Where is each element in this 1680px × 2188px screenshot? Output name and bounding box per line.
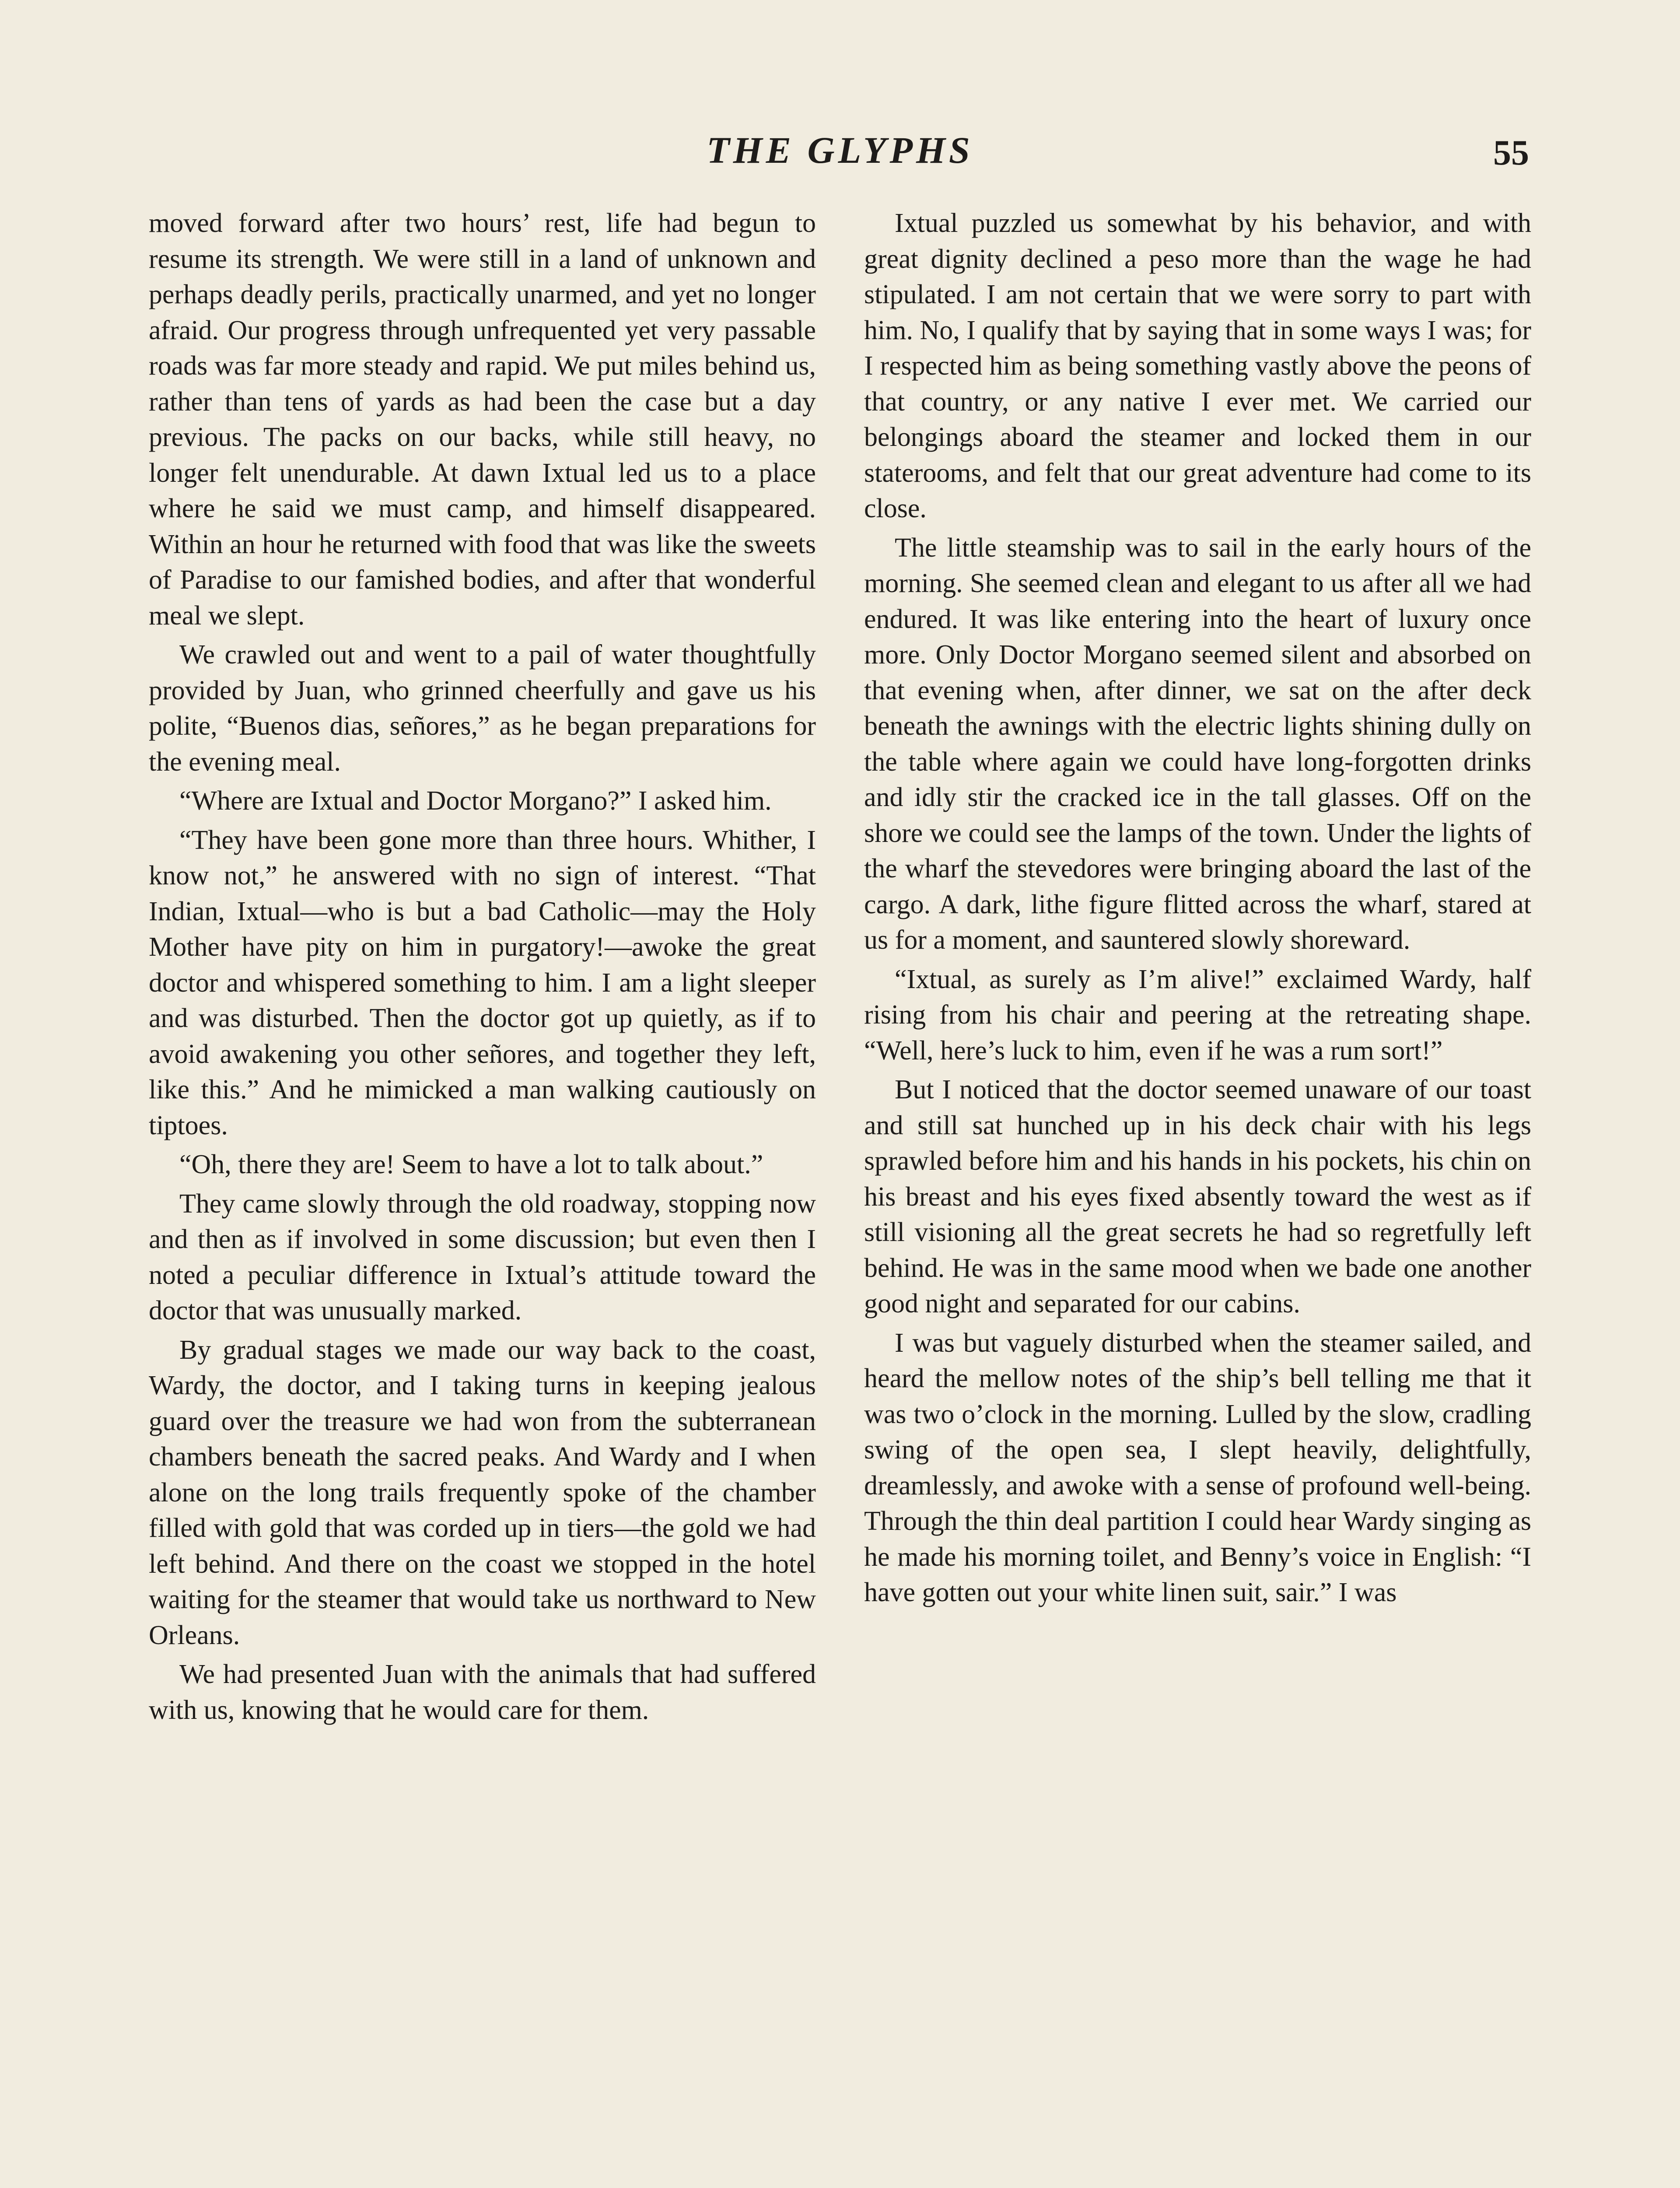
paragraph: By gradual stages we made our way back to the coast, Wardy, the doctor, and I taking turns in keeping jealous guard over the treasure we had won from the subterranean chambers beneath the sacred peaks. And Wardy and I when alone on the long trails frequently spoke of the chamber filled with gold that was corded up in tiers—the gold we had left behind. And there on the coast we stopped in the hotel waiting for the steamer that would take us northward to New Orleans.: [149, 1335, 816, 1650]
paragraph: “They have been gone more than three hours. Whither, I know not,” he answered with no sign of interest. “That Indian, Ixtual—who is but a bad Catholic—may the Holy Mother have pity on him in purgatory!—awoke the great doctor and whispered something to him. I am a light sleeper and was disturbed. Then the doctor got up quietly, as if to avoid awakening you other señores, and together they left, like this.” And he mimicked a man walking cautiously on tiptoes.: [149, 825, 816, 1140]
page-number: 55: [1493, 133, 1529, 172]
running-title: THE GLYPHS: [707, 129, 973, 171]
paragraph: But I noticed that the doctor seemed unaware of our toast and still sat hunched up in his deck chair with his legs sprawled before him and his hands in his pockets, his chin on his breast and his eyes fixed absently toward the west as if still visioning all the great secrets he had so regretfully left behind. He was in the same mood when we bade one another good night and separated for our cabins.: [864, 1075, 1531, 1318]
paragraph: “Ixtual, as surely as I’m alive!” exclaimed Wardy, half rising from his chair and peering at the retreating shape. “Well, here’s luck to him, even if he was a rum sort!”: [864, 964, 1531, 1066]
paragraph: moved forward after two hours’ rest, life had begun to resume its strength. We were still in a land of unknown and perhaps deadly perils, practically unarmed, and yet no longer afraid. Our progress through unfrequented yet very passable roads was far more steady and rapid. We put miles behind us, rather than tens of yards as had been the case but a day previous. The packs on our backs, while still heavy, no longer felt unendurable. At dawn Ixtual led us to a place where he said we must camp, and himself disappeared. Within an hour he returned with food that was like the sweets of Paradise to our famished bodies, and after that wonderful meal we slept.: [149, 208, 816, 631]
paragraph: We had presented Juan with the animals that had suffered with us, knowing that he would care for them.: [149, 1659, 816, 1725]
paragraph: “Where are Ixtual and Doctor Morgano?” I asked him.: [179, 786, 772, 816]
left-column: [149, 206, 816, 1732]
paragraph: The little steamship was to sail in the early hours of the morning. She seemed clean and elegant to us after all we had endured. It was like entering into the heart of luxury once more. Only Doctor Morgano seemed silent and absorbed on that evening when, after dinner, we sat on the after deck beneath the awnings with the electric lights shining dully on the table where again we could have long-forgotten drinks and idly stir the cracked ice in the tall glasses. Off on the shore we could see the lamps of the town. Under the lights of the wharf the stevedores were bringing aboard the last of the cargo. A dark, lithe figure flitted across the wharf, stared at us for a moment, and sauntered slowly shoreward.: [864, 533, 1531, 955]
paragraph: We crawled out and went to a pail of water thoughtfully provided by Juan, who grinned cheerfully and gave us his polite, “Buenos dias, señores,” as he began preparations for the evening meal.: [149, 640, 816, 777]
paragraph: Ixtual puzzled us somewhat by his behavior, and with great dignity declined a peso more than the wage he had stipulated. I am not certain that we were sorry to part with him. No, I qualify that by saying that in some ways I was; for I respected him as being something vastly above the peons of that country, or any native I ever met. We carried our belongings aboard the steamer and locked them in our staterooms, and felt that our great adventure had come to its close.: [864, 208, 1531, 523]
paragraph: “Oh, there they are! Seem to have a lot to talk about.”: [179, 1150, 763, 1179]
right-column: [864, 206, 1531, 1614]
paragraph: They came slowly through the old roadway, stopping now and then as if involved in some discussion; but even then I noted a peculiar difference in Ixtual’s attitude toward the doctor that was unusually marked.: [149, 1189, 816, 1325]
paragraph: I was but vaguely disturbed when the steamer sailed, and heard the mellow notes of the ship’s bell telling me that it was two o’clock in the morning. Lulled by the slow, cradling swing of the open sea, I slept heavily, delightfully, dreamlessly, and awoke with a sense of profound well-being. Through the thin deal partition I could hear Wardy singing as he made his morning toilet, and Benny’s voice in English: “I have gotten out your white linen suit, sair.” I was: [864, 1328, 1531, 1607]
